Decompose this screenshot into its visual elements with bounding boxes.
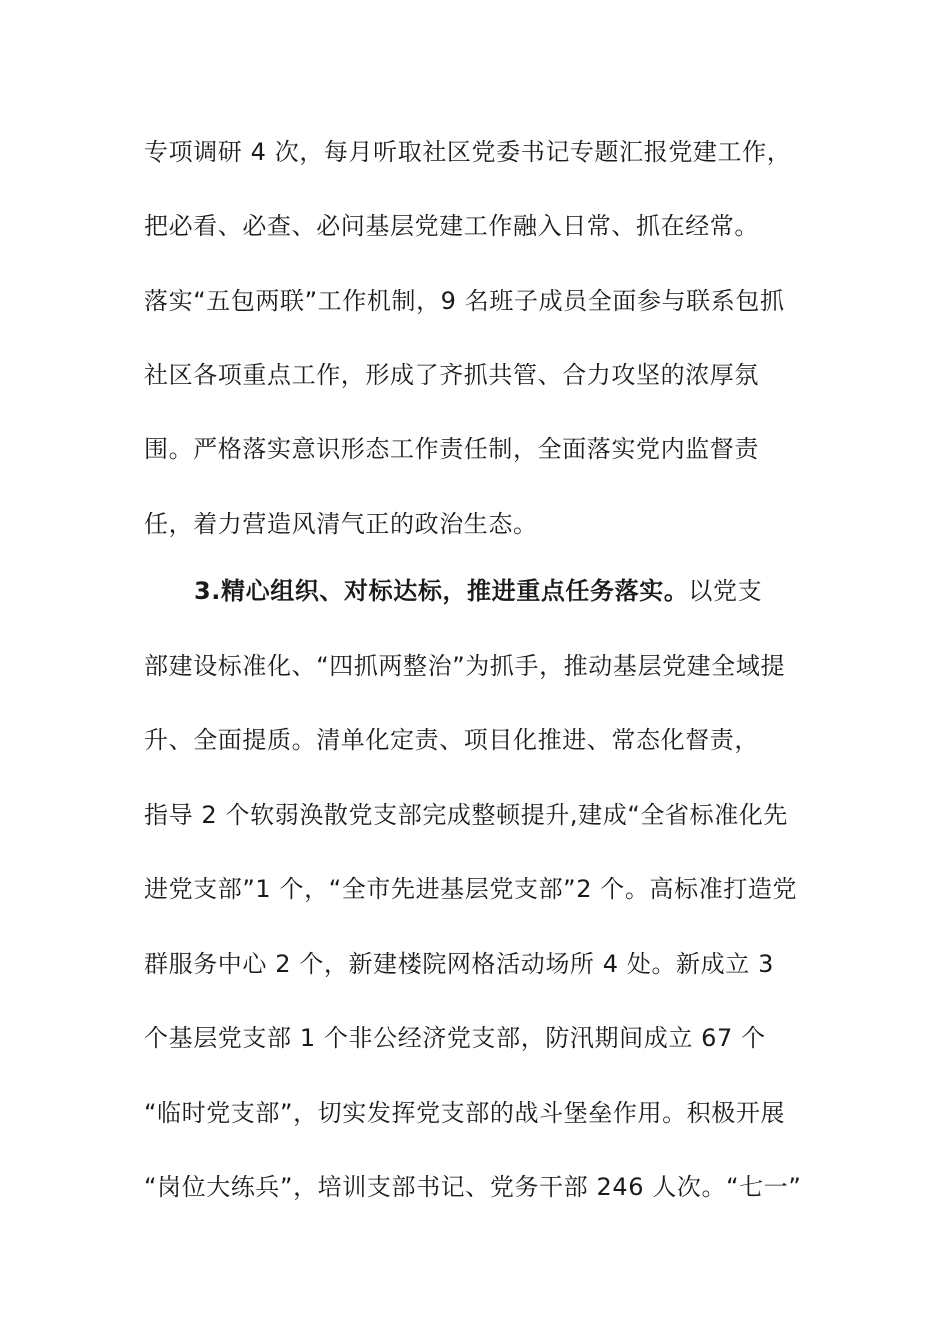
paragraph-line: 进党支部”1 个，“全市先进基层党支部”2 个。高标准打造党 xyxy=(144,875,798,903)
paragraph-line: 升、全面提质。清单化定责、项目化推进、常态化督责， xyxy=(144,726,759,754)
paragraph-line: 落实“五包两联”工作机制，9 名班子成员全面参与联系包抓 xyxy=(144,287,785,315)
paragraph-line: “临时党支部”，切实发挥党支部的战斗堡垒作用。积极开展 xyxy=(144,1099,786,1127)
paragraph-line: 指导 2 个软弱涣散党支部完成整顿提升,建成“全省标准化先 xyxy=(144,801,788,829)
paragraph-line: 部建设标准化、“四抓两整治”为抓手，推动基层党建全域提 xyxy=(144,652,786,680)
paragraph-line: 群服务中心 2 个，新建楼院网格活动场所 4 处。新成立 3 xyxy=(144,950,774,978)
paragraph-line: 个基层党支部 1 个非公经济党支部，防汛期间成立 67 个 xyxy=(144,1024,766,1052)
paragraph-line: 任，着力营造风清气正的政治生态。 xyxy=(144,510,538,538)
section-heading: 3.精心组织、对标达标，推进重点任务落实。 xyxy=(194,577,689,605)
paragraph-line: “岗位大练兵”，培训支部书记、党务干部 246 人次。“七一” xyxy=(144,1173,802,1201)
section-heading-tail: 以党支 xyxy=(688,577,763,605)
paragraph-line: 围。严格落实意识形态工作责任制，全面落实党内监督责 xyxy=(144,435,759,463)
section-heading-line xyxy=(194,575,894,607)
paragraph-line: 专项调研 4 次，每月听取社区党委书记专题汇报党建工作， xyxy=(144,138,792,166)
paragraph-line: 社区各项重点工作，形成了齐抓共管、合力攻坚的浓厚氛 xyxy=(144,361,759,389)
paragraph-line: 把必看、必查、必问基层党建工作融入日常、抓在经常。 xyxy=(144,212,759,240)
